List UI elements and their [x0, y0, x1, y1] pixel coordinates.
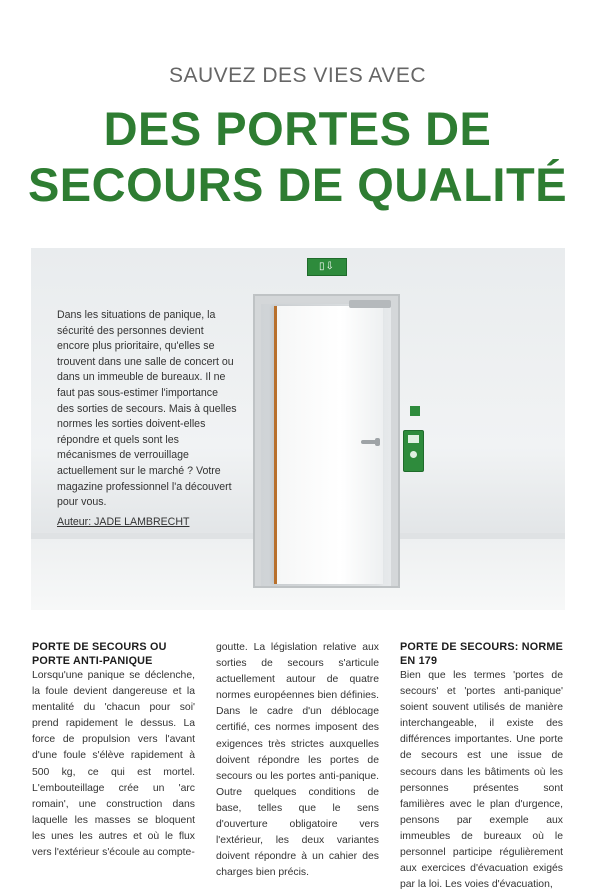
intro-paragraph: Dans les situations de panique, la sécurité des personnes devient encore plus prioritaire, qu'elles se trouvent dans une salle de concert ou dans un immeuble de bureaux. Il ne faut pas sous-estimer l'importance des sorties de secours. Mais à quelles normes les sorties doivent-elles répondre et quels sont les mécanismes de verrouillage actuellement sur le marché ? Votre magazine professionnel l'a découvert pour vous.: [57, 309, 237, 509]
intro-text: [57, 308, 237, 530]
small-sign-icon: [410, 406, 420, 416]
column-1-heading: PORTE DE SECOURS OU PORTE ANTI-PANIQUE: [32, 641, 167, 667]
column-2-body: goutte. La législation relative aux sorties de secours s'articule actuellement autour de quatre normes européennes bien définies. Dans le cadre d'un déblocage certifié, ces normes imposent des exigences très strictes auxquelles doivent répondre les portes de secours ou les portes anti-panique. Outre quelques conditions de base, telles que le sens d'ouverture obligatoire vers l'extérieur, les deux variantes doivent répondre à un cahier des charges bien précis.: [216, 642, 379, 879]
column-1-body: Lorsqu'une panique se déclenche, la foule devient dangereuse et la mentalité du 'chacun pour soi' prend rapidement le dessus. La force de propulsion vers l'avant d'une foule s'élève rapidement à 500 kg, ce qui est mortel. L'embouteillage crée un 'arc romain', une construction dans laquelle les masses se bloquent les unes les autres et où le flux vers l'extérieur s'écoule au compte-: [32, 670, 195, 859]
headline-line-1: DES PORTES DE: [103, 102, 492, 155]
column-3: [400, 640, 563, 893]
column-3-heading: PORTE DE SECOURS: NORME EN 179: [400, 641, 563, 667]
column-1: [32, 640, 195, 861]
hero-photo: [31, 248, 565, 610]
door-closer: [349, 300, 391, 308]
column-3-body: Bien que les termes 'portes de secours' et 'portes anti-panique' soient souvent utilisés de manière interchangeable, il existe des différences importantes. Une porte de secours est une issue de secours dans les bâtiments où les personnes présentes sont familières avec le plan d'urgence, pensons par exemple aux immeubles de bureaux où le personnel participe régulièrement aux exercices d'évacuation exigés par la loi. Les voies d'évacuation,: [400, 670, 563, 891]
column-2: [216, 640, 379, 881]
kicker: SAUVEZ DES VIES AVEC: [168, 64, 427, 87]
headline-line-2: SECOURS DE QUALITÉ: [27, 158, 568, 211]
door-handle: [361, 440, 379, 444]
exit-sign-icon: ▯⇩: [307, 258, 347, 276]
emergency-call-point-icon: [403, 430, 424, 472]
emergency-door: [274, 306, 383, 584]
author-byline: Auteur: JADE LAMBRECHT: [57, 515, 190, 528]
